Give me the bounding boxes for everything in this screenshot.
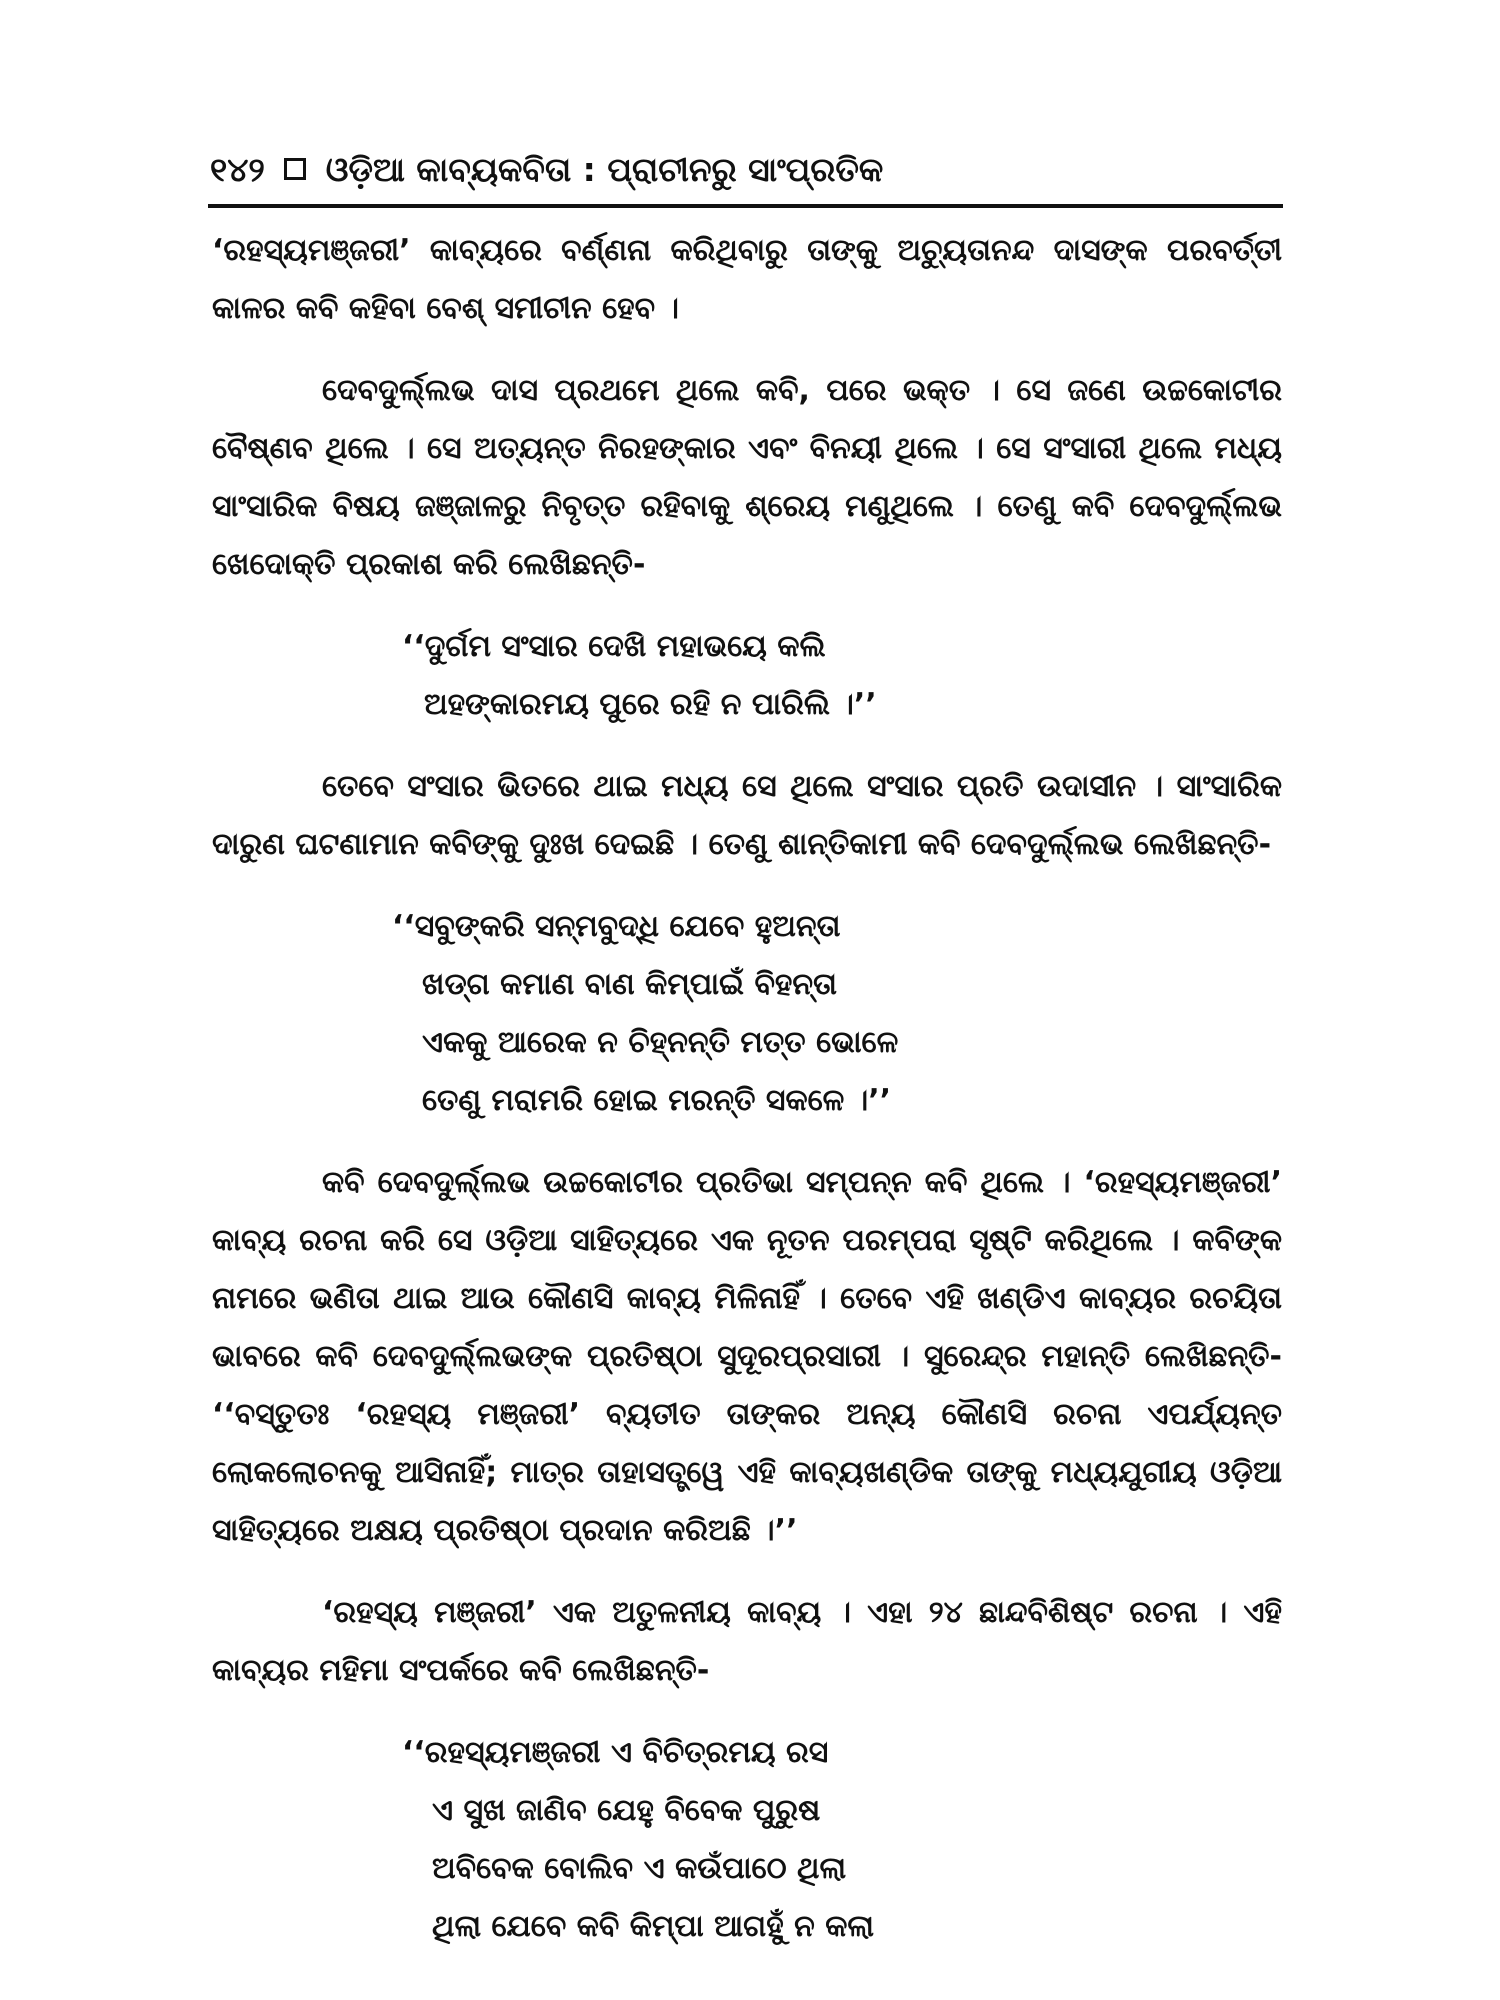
verse-line: ‘‘ସବୁଙ୍କରି ସନ୍ମବୁଦ୍ଧି ଯେବେ ହୁଅନ୍ତା [392, 909, 841, 944]
verse-block-3 [212, 1724, 1282, 1956]
header-rule [208, 204, 1283, 208]
running-title: ଓଡ଼ିଆ କାବ୍ୟକବିତା : ପ୍ରାଚୀନରୁ ସାଂପ୍ରତିକ [325, 150, 884, 189]
verse-line: ଥିଲା ଯେବେ କବି କିମ୍ପା ଆଗହୁଁ ନ କଲା [432, 1909, 875, 1944]
paragraph-2: ଦେବଦୁର୍ଲ୍ଲଭ ଦାସ ପ୍ରଥମେ ଥିଲେ କବି, ପରେ ଭକ୍ତ । ସେ ଜଣେ ଉଚ୍ଚକୋଟୀର ବୈଷ୍ଣବ ଥିଲେ । ସେ ଅତ୍ୟନ୍ତ ନିରହଙ୍କାର ଏବଂ ବିନୟୀ ଥିଲେ । ସେ ସଂସାରୀ ଥିଲେ ମଧ୍ୟ ସାଂସାରିକ ବିଷୟ ଜଞ୍ଜାଳରୁ ନିବୃତ୍ତ ରହିବାକୁ ଶ୍ରେୟ ମଣୁଥିଲେ । ତେଣୁ କବି ଦେବଦୁର୍ଲ୍ଲଭ ଖେଦୋକ୍ତି ପ୍ରକାଶ କରି ଲେଖିଛନ୍ତି- [212, 373, 1282, 582]
verse-line: ଅହଙ୍କାରମୟ ପୁରେ ରହି ନ ପାରିଲି ।’’ [424, 687, 877, 722]
paragraph-5: ‘ରହସ୍ୟ ମଞ୍ଜରୀ’ ଏକ ଅତୁଳନୀୟ କାବ୍ୟ । ଏହା ୨୪ ଛାନ୍ଦବିଶିଷ୍ଟ ରଚନା । ଏହି କାବ୍ୟର ମହିମା ସଂପର୍କରେ କବି ଲେଖିଛନ୍ତି- [212, 1595, 1282, 1688]
verse-line: ‘‘ଦୁର୍ଗମ ସଂସାର ଦେଖି ମହାଭୟେ କଲି [402, 629, 826, 664]
verse-line: ତେଣୁ ମରାମରି ହୋଇ ମରନ୍ତି ସକଳେ ।’’ [422, 1083, 892, 1118]
verse-line: ‘‘ରହସ୍ୟମଞ୍ଜରୀ ଏ ବିଚିତ୍ରମୟ ରସ [402, 1735, 829, 1770]
page-body [212, 222, 1282, 1980]
verse-block-2 [212, 898, 1282, 1130]
verse-line: ଖଡ୍‌ଗ କମାଣ ବାଣ କିମ୍ପାଇଁ ବିହନ୍ତା [422, 967, 837, 1002]
paragraph-1: ‘ରହସ୍ୟମଞ୍ଜରୀ’ କାବ୍ୟରେ ବର୍ଣ୍ଣନା କରିଥିବାରୁ ତାଙ୍କୁ ଅଚ୍ୟୁତାନନ୍ଦ ଦାସଙ୍କ ପରବର୍ତ୍ତୀ କାଳର କବି କହିବା ବେଶ୍ ସମୀଚୀନ ହେବ । [212, 233, 1282, 326]
verse-line: ଏକକୁ ଆରେକ ନ ଚିହ୍ନନ୍ତି ମତ୍ତ ଭୋଳେ [422, 1025, 899, 1060]
paragraph-3: ତେବେ ସଂସାର ଭିତରେ ଥାଇ ମଧ୍ୟ ସେ ଥିଲେ ସଂସାର ପ୍ରତି ଉଦାସୀନ । ସାଂସାରିକ ଦାରୁଣ ଘଟଣାମାନ କବିଙ୍କୁ ଦୁଃଖ ଦେଇଛି । ତେଣୁ ଶାନ୍ତିକାମୀ କବି ଦେବଦୁର୍ଲ୍ଲଭ ଲେଖିଛନ୍ତି- [212, 769, 1282, 862]
paragraph-4: କବି ଦେବଦୁର୍ଲ୍ଲଭ ଉଚ୍ଚକୋଟୀର ପ୍ରତିଭା ସମ୍ପନ୍ନ କବି ଥିଲେ । ‘ରହସ୍ୟମଞ୍ଜରୀ’ କାବ୍ୟ ରଚନା କରି ସେ ଓଡ଼ିଆ ସାହିତ୍ୟରେ ଏକ ନୂତନ ପରମ୍ପରା ସୃଷ୍ଟି କରିଥିଲେ । କବିଙ୍କ ନାମରେ ଭଣିତା ଥାଇ ଆଉ କୌଣସି କାବ୍ୟ ମିଳିନାହିଁ । ତେବେ ଏହି ଖଣ୍ଡିଏ କାବ୍ୟର ରଚୟିତା ଭାବରେ କବି ଦେବଦୁର୍ଲ୍ଲଭଙ୍କ ପ୍ରତିଷ୍ଠା ସୁଦୂରପ୍ରସାରୀ । ସୁରେନ୍ଦ୍ର ମହାନ୍ତି ଲେଖିଛନ୍ତି- ‘‘ବସ୍ତୁତଃ ‘ରହସ୍ୟ ମଞ୍ଜରୀ’ ବ୍ୟତୀତ ତାଙ୍କର ଅନ୍ୟ କୌଣସି ରଚନା ଏପର୍ଯ୍ୟନ୍ତ ଲୋକଲୋଚନକୁ ଆସିନାହିଁ; ମାତ୍ର ତାହାସତ୍ତ୍ୱେ ଏହି କାବ୍ୟଖଣ୍ଡିକ ତାଙ୍କୁ ମଧ୍ୟଯୁଗୀୟ ଓଡ଼ିଆ ସାହିତ୍ୟରେ ଅକ୍ଷୟ ପ୍ରତିଷ୍ଠା ପ୍ରଦାନ କରିଅଛି ।’’ [212, 1165, 1282, 1548]
verse-line: ଏ ସୁଖ ଜାଣିବ ଯେହୁ ବିବେକ ପୁରୁଷ [432, 1793, 821, 1828]
verse-block-1 [212, 618, 1282, 734]
page-header [210, 140, 1280, 200]
verse-line: ଅବିବେକ ବୋଲିବ ଏ କଉଁପାଠେ ଥିଲା [432, 1851, 847, 1886]
page-number: ୧୪୨ [210, 150, 265, 189]
header-separator-box [284, 158, 306, 180]
